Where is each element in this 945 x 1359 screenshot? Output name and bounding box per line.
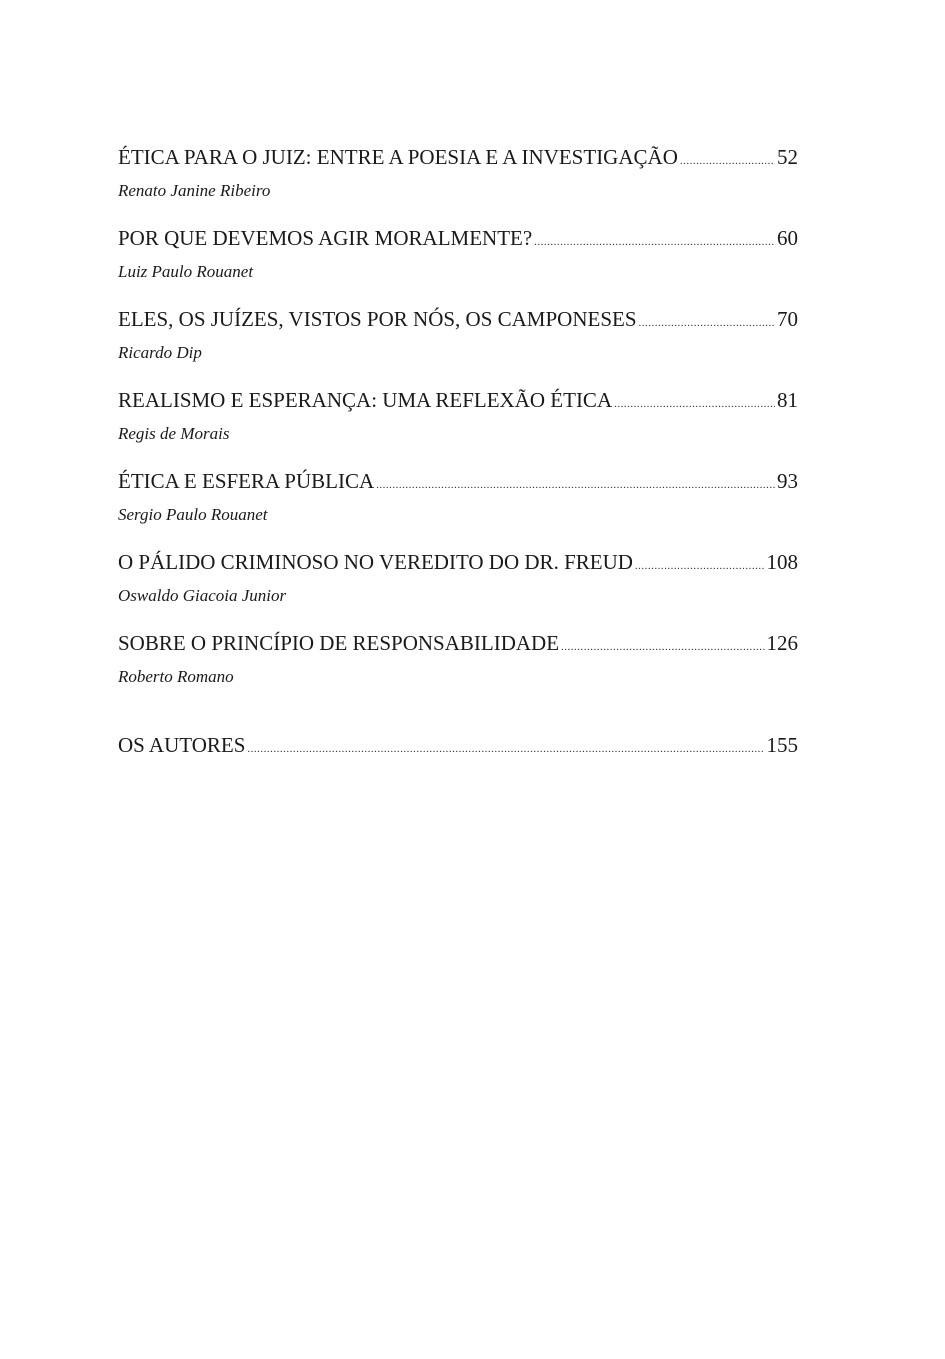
dot-leader [561, 632, 764, 662]
toc-entry-page: 126 [766, 631, 798, 655]
toc-entry [118, 628, 798, 692]
toc-entry-author: Roberto Romano [118, 667, 234, 686]
dot-leader [639, 308, 776, 338]
toc-entry-author: Sergio Paulo Rouanet [118, 505, 268, 524]
toc-entry-line[interactable] [118, 142, 798, 176]
toc-entry [118, 385, 798, 449]
toc-entry-line[interactable] [118, 730, 798, 764]
dot-leader [534, 227, 775, 257]
dot-leader [614, 389, 775, 419]
toc-entry-line[interactable] [118, 385, 798, 419]
dot-leader [247, 734, 764, 764]
toc-entry-title: OS AUTORES [118, 733, 246, 757]
toc-entry-author: Regis de Morais [118, 424, 230, 443]
dot-leader [635, 551, 765, 581]
toc-entry-page: 155 [766, 733, 798, 757]
toc-entry-title: POR QUE DEVEMOS AGIR MORALMENTE? [118, 226, 533, 250]
toc-entry-author: Luiz Paulo Rouanet [118, 262, 254, 281]
toc-entry-title: SOBRE O PRINCÍPIO DE RESPONSABILIDADE [118, 631, 560, 655]
toc-entry-author: Oswaldo Giacoia Junior [118, 586, 287, 605]
toc-entry-title: REALISMO E ESPERANÇA: UMA REFLEXÃO ÉTICA [118, 388, 613, 412]
toc-entry-page: 93 [777, 469, 798, 493]
toc-entry-os-autores [118, 730, 798, 764]
table-of-contents [118, 142, 798, 764]
toc-entry-title: ÉTICA E ESFERA PÚBLICA [118, 469, 375, 493]
toc-entry-line[interactable] [118, 628, 798, 662]
toc-entry-author: Renato Janine Ribeiro [118, 181, 271, 200]
toc-entry [118, 142, 798, 206]
toc-entry [118, 466, 798, 530]
toc-entry [118, 547, 798, 611]
dot-leader [376, 470, 775, 500]
toc-entry-page: 81 [777, 388, 798, 412]
toc-entry-page: 70 [777, 307, 798, 331]
toc-entry-line[interactable] [118, 547, 798, 581]
toc-entry-page: 60 [777, 226, 798, 250]
toc-entry [118, 304, 798, 368]
toc-entry-line[interactable] [118, 466, 798, 500]
toc-entry-title: O PÁLIDO CRIMINOSO NO VEREDITO DO DR. FREUD [118, 550, 633, 574]
toc-entry-page: 108 [766, 550, 798, 574]
dot-leader [680, 146, 775, 176]
toc-entry-author: Ricardo Dip [118, 343, 202, 362]
toc-entry-line[interactable] [118, 223, 798, 257]
toc-entry-line[interactable] [118, 304, 798, 338]
toc-entry-page: 52 [777, 145, 798, 169]
toc-entry-title: ÉTICA PARA O JUIZ: ENTRE A POESIA E A INVESTIGAÇÃO [118, 145, 678, 169]
toc-entry [118, 223, 798, 287]
toc-entry-title: ELES, OS JUÍZES, VISTOS POR NÓS, OS CAMPONESES [118, 307, 637, 331]
